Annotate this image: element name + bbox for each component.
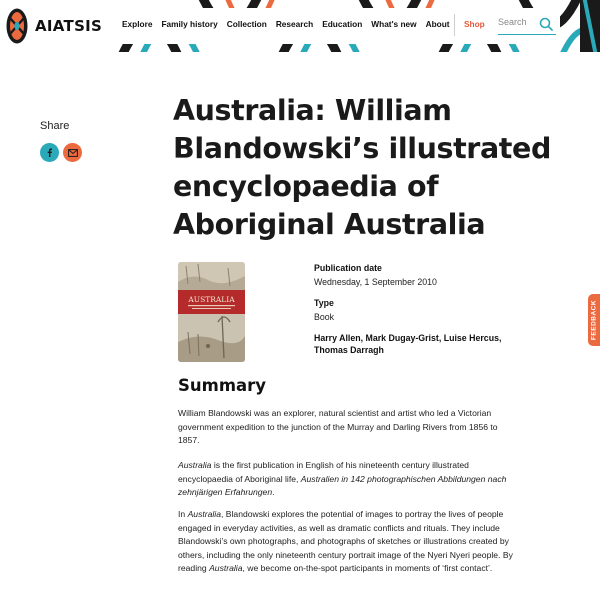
feedback-tab[interactable] xyxy=(588,294,600,346)
logo-text: AIATSIS xyxy=(35,17,103,35)
publication-date-value: Wednesday, 1 September 2010 xyxy=(314,277,437,287)
publication-date-label: Publication date xyxy=(314,263,382,273)
site-header xyxy=(0,0,600,52)
nav-divider xyxy=(454,14,455,36)
text-span: , Blandowski explores the potential of images to portray the lives of people engaged in everyday activities, as well as dramatic conflicts and rituals. They include Blandowski’s own photographs, and photographs of sketches or illustrations created by others, including the only nineteenth century portrait image of the Nyeri Nyeri people. By reading xyxy=(178,509,513,574)
nav-education[interactable]: Education xyxy=(322,19,363,29)
search-input[interactable] xyxy=(498,17,538,27)
search-icon[interactable] xyxy=(539,17,553,31)
main-nav xyxy=(122,19,459,29)
facebook-icon xyxy=(45,148,54,157)
nav-about[interactable]: About xyxy=(425,19,450,29)
summary-heading: Summary xyxy=(178,376,267,395)
cover-title: AUSTRALIA xyxy=(188,295,235,304)
nav-whats-new[interactable]: What's new xyxy=(371,19,417,29)
italic-title: Australia xyxy=(209,563,243,574)
aiatsis-shield-icon xyxy=(6,8,28,44)
text-span: In xyxy=(178,509,188,519)
italic-title: Australia xyxy=(187,509,221,519)
text-span: , we become on-the-spot participants in moments of ‘first contact’. xyxy=(242,563,493,574)
summary-paragraph-1: William Blandowski was an explorer, natural scientist and artist who led a Victorian government expedition to the junction of the Murray and Darling Rivers from 1856 to 1857. xyxy=(178,408,498,446)
feedback-label: FEEDBACK xyxy=(590,299,598,341)
nav-collection[interactable]: Collection xyxy=(226,19,267,29)
nav-explore[interactable]: Explore xyxy=(122,19,153,29)
text-span: is the first publication in English of his nineteenth century illustrated encyclopaedia of Aboriginal life, xyxy=(178,460,469,484)
italic-title: Australien in 142 photographischen Abbildungen nach zehnjärigen Erfahrungen xyxy=(178,473,507,498)
share-facebook-button[interactable] xyxy=(40,143,59,162)
nav-shop[interactable]: Shop xyxy=(464,19,485,29)
search-box xyxy=(498,15,556,35)
italic-title: Australia xyxy=(178,460,212,470)
nav-research[interactable]: Research xyxy=(275,19,314,29)
share-label: Share xyxy=(40,120,70,132)
summary-paragraph-2 xyxy=(178,459,513,500)
summary-paragraph-3 xyxy=(178,508,513,576)
book-cover-image xyxy=(178,262,245,362)
authors: Harry Allen, Mark Dugay-Grist, Luise Hercus, Thomas Darragh xyxy=(314,333,502,355)
nav-family-history[interactable]: Family history xyxy=(161,19,218,29)
type-label: Type xyxy=(314,298,334,308)
mail-icon xyxy=(68,149,78,157)
page-title: Australia: William Blandowski’s illustrated encyclopaedia of Aboriginal Australia xyxy=(173,94,551,241)
type-value: Book xyxy=(314,312,335,322)
book-cover-art xyxy=(178,262,245,362)
text-span: . xyxy=(272,487,275,498)
share-email-button[interactable] xyxy=(63,143,82,162)
site-logo[interactable] xyxy=(6,6,116,46)
